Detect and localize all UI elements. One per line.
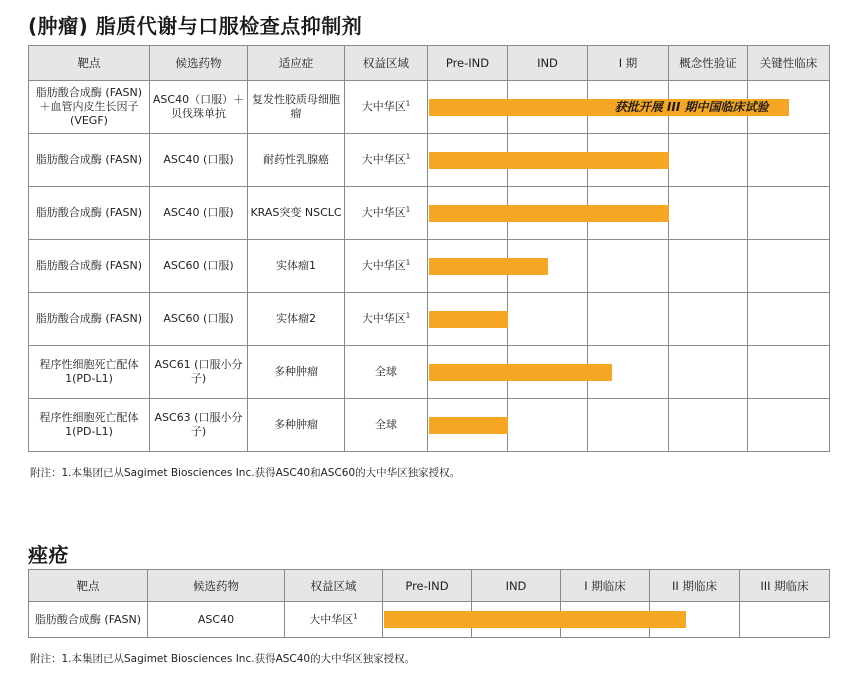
oncology-title: (肿瘤) 脂质代谢与口服检查点抑制剂 (28, 14, 363, 38)
target-cell: 脂肪酸合成酶 (FASN) (29, 240, 150, 293)
acne-title: 痤疮 (28, 543, 69, 567)
footnote-marker: 1 (353, 611, 358, 620)
drug-cell: ASC61 (口服小分子) (150, 346, 248, 399)
table-header-row (29, 46, 830, 81)
stage-cell (588, 293, 669, 346)
progress-bar (429, 258, 548, 275)
footnote-marker: 1 (405, 258, 411, 267)
region-text: 全球 (375, 365, 397, 378)
stage-cell (748, 134, 830, 187)
region-text: 大中华区 (361, 100, 406, 113)
region-cell (345, 293, 428, 346)
col-header-pre-ind: Pre-IND (383, 570, 472, 602)
drug-cell: ASC60 (口服) (150, 240, 248, 293)
stage-cell (588, 399, 669, 452)
col-header-poc: 概念性验证 (669, 46, 748, 81)
indication-cell: 耐药性乳腺癌 (248, 134, 345, 187)
target-cell: 程序性细胞死亡配体1(PD-L1) (29, 346, 150, 399)
stage-cell (669, 240, 748, 293)
target-cell: 脂肪酸合成酶 (FASN) (29, 602, 148, 638)
stage-cell (748, 187, 830, 240)
progress-bar (429, 364, 612, 381)
stage-cell (588, 240, 669, 293)
region-text: 大中华区 (361, 153, 406, 166)
stage-cell (748, 346, 830, 399)
stage-cell (669, 293, 748, 346)
footnote-marker: 1 (405, 205, 411, 214)
indication-cell: KRAS突变 NSCLC (248, 187, 345, 240)
region-text: 大中华区 (361, 259, 406, 272)
drug-cell: ASC60 (口服) (150, 293, 248, 346)
stage-cell (669, 134, 748, 187)
indication-cell: 实体瘤2 (248, 293, 345, 346)
indication-cell: 实体瘤1 (248, 240, 345, 293)
drug-cell: ASC63 (口服小分子) (150, 399, 248, 452)
oncology-footnote: 附注：1.本集团已从Sagimet Biosciences Inc.获得ASC40和ASC60的大中华区独家授权。 (30, 467, 461, 479)
region-cell (345, 240, 428, 293)
table-header-row (29, 570, 830, 602)
drug-cell: ASC40（口服）＋贝伐珠单抗 (150, 81, 248, 134)
progress-bar (384, 611, 686, 628)
progress-bar (429, 417, 508, 434)
stage-cell (748, 399, 830, 452)
indication-cell: 多种肿瘤 (248, 346, 345, 399)
progress-bar-label: 获批开展 III 期中国临床试验 (614, 100, 769, 114)
region-text: 大中华区 (309, 612, 354, 626)
col-header-phase3: III 期临床 (740, 570, 830, 602)
target-cell: 脂肪酸合成酶 (FASN)＋血管内皮生长因子(VEGF) (29, 81, 150, 134)
region-cell (345, 187, 428, 240)
region-cell (345, 134, 428, 187)
region-text: 全球 (375, 418, 397, 431)
col-header-region: 权益区域 (345, 46, 428, 81)
indication-cell: 多种肿瘤 (248, 399, 345, 452)
drug-cell: ASC40 (口服) (150, 187, 248, 240)
region-cell (345, 346, 428, 399)
col-header-region: 权益区域 (285, 570, 383, 602)
footnote-marker: 1 (405, 99, 411, 108)
col-header-drug: 候选药物 (150, 46, 248, 81)
col-header-drug: 候选药物 (148, 570, 285, 602)
target-cell: 程序性细胞死亡配体1(PD-L1) (29, 399, 150, 452)
region-text: 大中华区 (361, 206, 406, 219)
stage-cell (669, 399, 748, 452)
stage-cell (669, 346, 748, 399)
col-header-phase2: II 期临床 (650, 570, 740, 602)
target-cell: 脂肪酸合成酶 (FASN) (29, 293, 150, 346)
acne-footnote: 附注：1.本集团已从Sagimet Biosciences Inc.获得ASC40的大中华区独家授权。 (30, 653, 416, 665)
target-cell: 脂肪酸合成酶 (FASN) (29, 187, 150, 240)
indication-cell: 复发性胶质母细胞瘤 (248, 81, 345, 134)
col-header-phase1: I 期临床 (561, 570, 650, 602)
region-cell (285, 602, 383, 638)
footnote-marker: 1 (405, 152, 411, 161)
stage-cell (748, 240, 830, 293)
target-cell: 脂肪酸合成酶 (FASN) (29, 134, 150, 187)
progress-bar (429, 311, 508, 328)
drug-cell: ASC40 (口服) (150, 134, 248, 187)
col-header-target: 靶点 (29, 570, 148, 602)
footnote-marker: 1 (405, 311, 411, 320)
stage-cell (669, 187, 748, 240)
col-header-pre-ind: Pre-IND (428, 46, 508, 81)
progress-bar (429, 205, 669, 222)
col-header-pivotal: 关键性临床 (748, 46, 830, 81)
col-header-indication: 适应症 (248, 46, 345, 81)
stage-cell (740, 602, 830, 638)
progress-bar (429, 152, 669, 169)
col-header-phase1: I 期 (588, 46, 669, 81)
stage-cell (748, 293, 830, 346)
col-header-ind: IND (508, 46, 588, 81)
col-header-target: 靶点 (29, 46, 150, 81)
region-text: 大中华区 (361, 312, 406, 325)
stage-cell (508, 399, 588, 452)
col-header-ind: IND (472, 570, 561, 602)
region-cell (345, 399, 428, 452)
region-cell (345, 81, 428, 134)
stage-cell (508, 293, 588, 346)
drug-cell: ASC40 (148, 602, 285, 638)
